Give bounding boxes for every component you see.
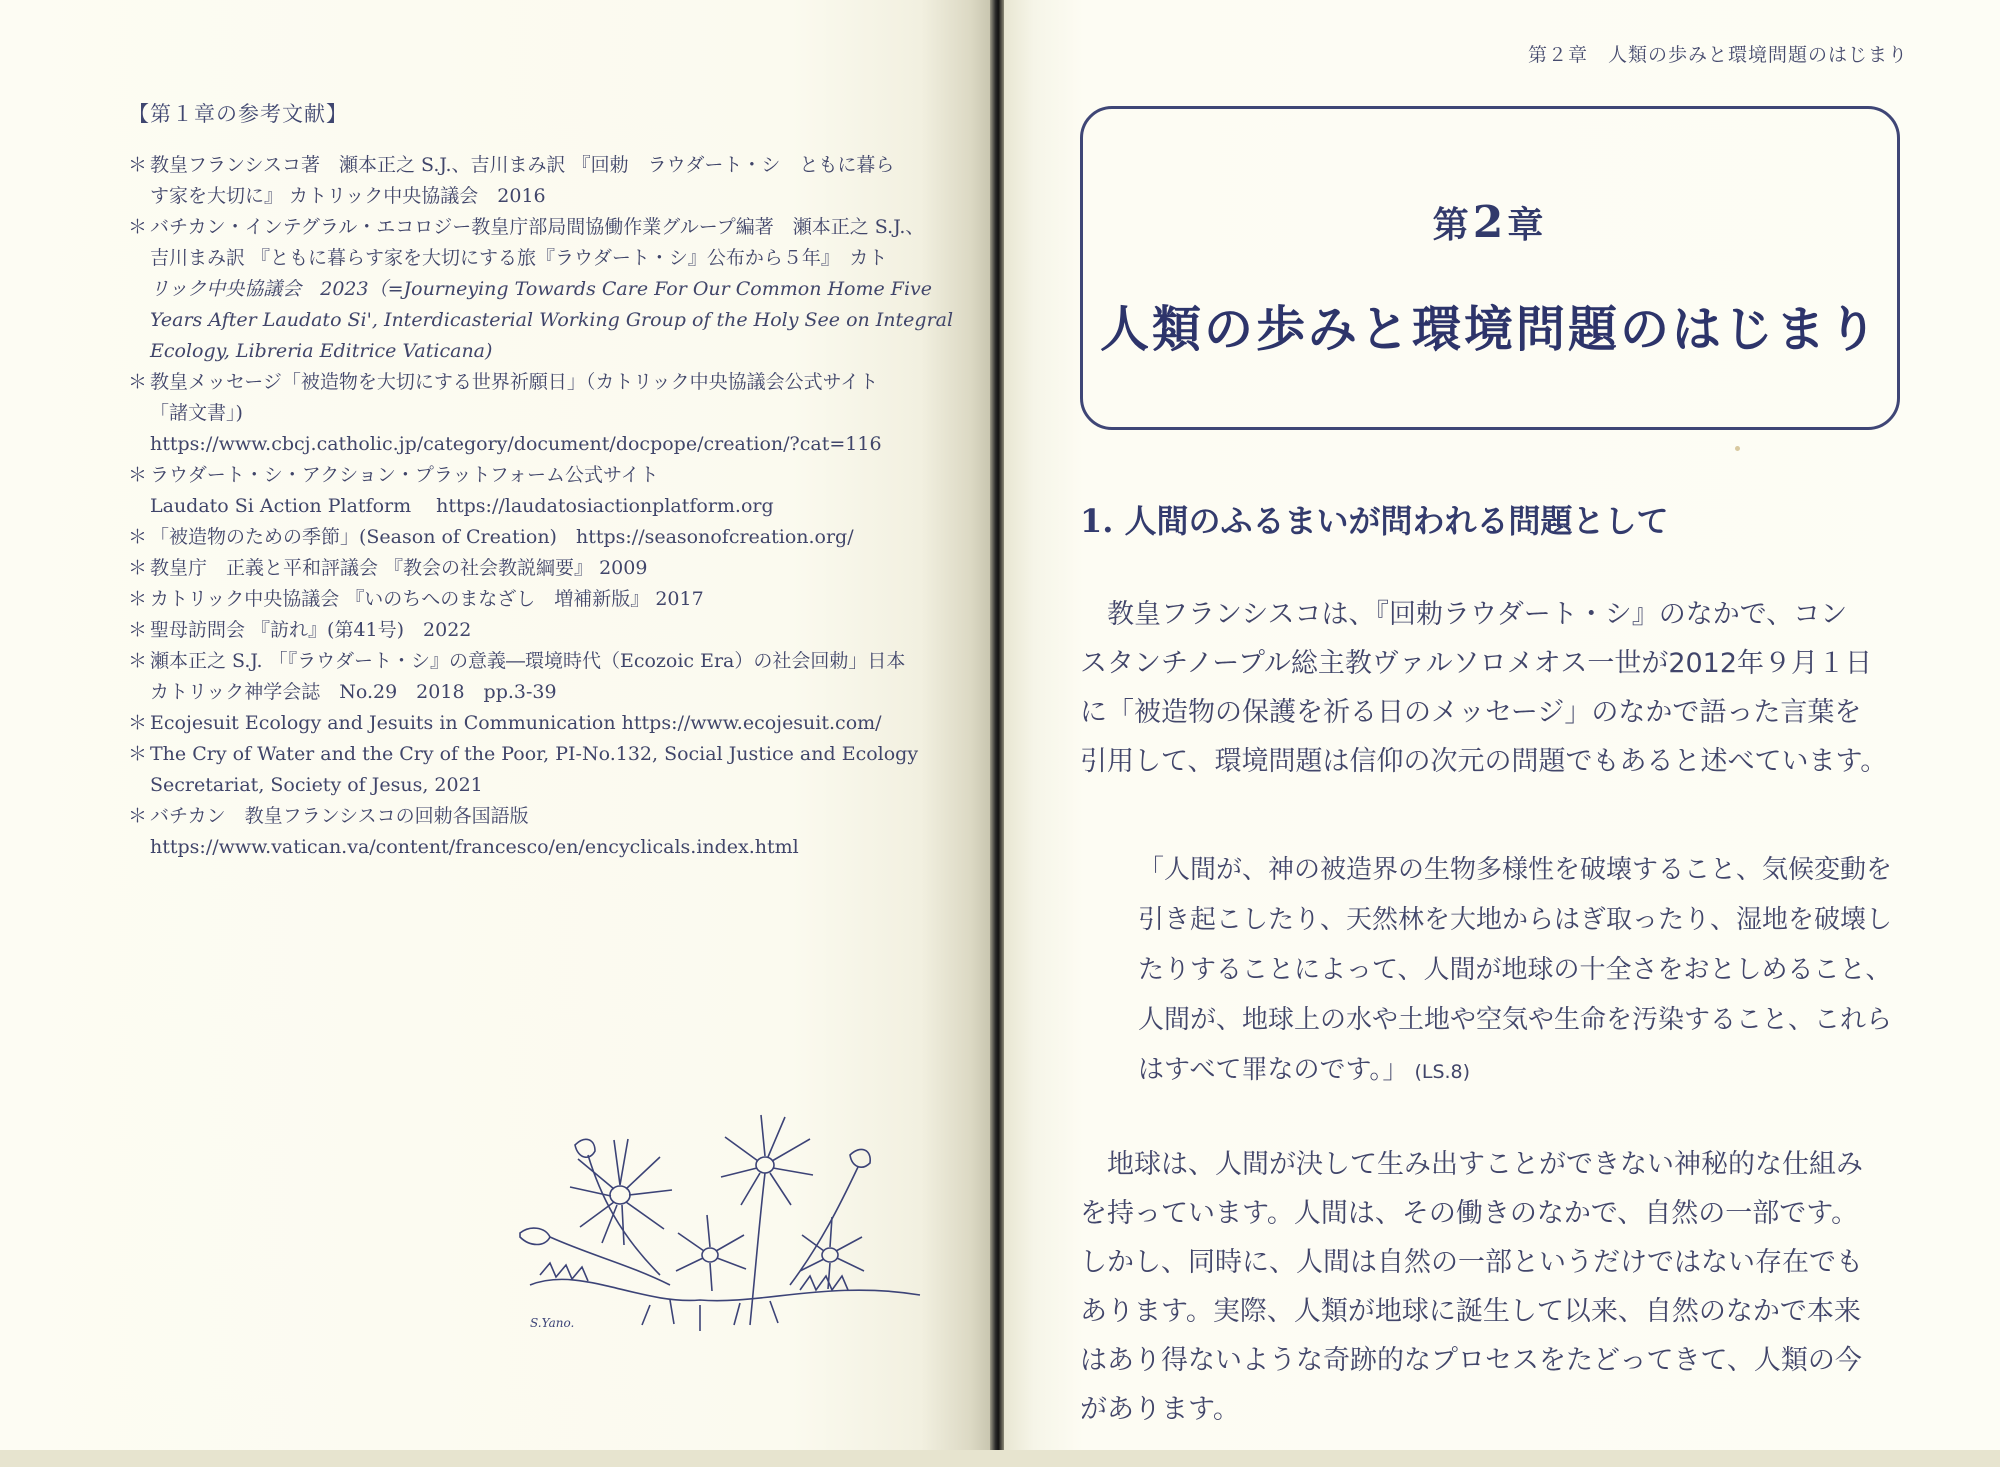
bullet-asterisk: ＊: [128, 557, 148, 579]
reference-item: [128, 739, 968, 801]
references-list: [128, 150, 968, 863]
reference-line: リック中央協議会 2023（=Journeying Towards Care For Our Common Home Five: [150, 278, 933, 300]
bullet-asterisk: ＊: [128, 216, 148, 238]
bullet-asterisk: ＊: [128, 526, 148, 548]
reference-line: 瀬本正之 S.J. 「『ラウダート・シ』の意義―環境時代（Ecozoic Era）の社会回勅」日本: [150, 650, 906, 672]
bullet-asterisk: ＊: [128, 650, 148, 672]
reference-line: ラウダート・シ・アクション・プラットフォーム公式サイト: [150, 464, 659, 486]
reference-line: バチカン 教皇フランシスコの回勅各国語版: [150, 805, 529, 827]
reference-item: [128, 584, 968, 615]
quote-line: たりすることによって、人間が地球の十全さをおとしめること、: [1138, 955, 1892, 985]
reference-line: す家を大切に』 カトリック中央協議会 2016: [150, 185, 546, 207]
chapter-title: 人類の歩みと環境問題のはじまり: [1099, 300, 1880, 358]
paper-speck: [1735, 446, 1740, 451]
reference-item: [128, 646, 968, 708]
body-paragraph-1: [1080, 590, 1940, 786]
bullet-asterisk: ＊: [128, 464, 148, 486]
reference-line: Ecojesuit Ecology and Jesuits in Communication https://www.ecojesuit.com/: [150, 712, 882, 734]
paragraph-line: を持っています。人間は、その働きのなかで、自然の一部です。: [1080, 1198, 1859, 1229]
reference-item: [128, 212, 968, 367]
reference-item: [128, 553, 968, 584]
paragraph-line: スタンチノープル総主教ヴァルソロメオス一世が2012年９月１日: [1080, 648, 1873, 679]
reference-line: カトリック中央協議会 『いのちへのまなざし 増補新版』 2017: [150, 588, 704, 610]
quote-citation: (LS.8): [1408, 1061, 1471, 1083]
bullet-asterisk: ＊: [128, 743, 148, 765]
reference-line: 「被造物のための季節」(Season of Creation) https://seasonofcreation.org/: [150, 526, 854, 548]
paragraph-line: 引用して、環境問題は信仰の次元の問題でもあると述べています。: [1080, 746, 1888, 777]
chapter-number: 2: [1472, 197, 1508, 248]
reference-item: [128, 801, 968, 863]
paragraph-line: しかし、同時に、人間は自然の一部というだけではない存在でも: [1080, 1247, 1863, 1278]
reference-line: Secretariat, Society of Jesus, 2021: [150, 774, 483, 796]
reference-line: https://www.vatican.va/content/francesco/en/encyclicals.index.html: [150, 836, 799, 858]
quote-line: はすべて罪なのです。」 (LS.8): [1138, 1055, 1471, 1085]
reference-item: [128, 150, 968, 212]
quote-line: 人間が、地球上の水や土地や空気や生命を汚染すること、これら: [1138, 1005, 1893, 1035]
reference-line: Ecology, Libreria Editrice Vaticana): [150, 340, 493, 362]
quote-line: 引き起こしたり、天然林を大地からはぎ取ったり、湿地を破壊し: [1138, 905, 1893, 935]
chapter-number-label: [1083, 197, 1897, 248]
quotation-block: [1138, 845, 1938, 1097]
reference-item: [128, 708, 968, 739]
bullet-asterisk: ＊: [128, 619, 148, 641]
reference-line: 聖母訪問会 『訪れ』(第41号) 2022: [150, 619, 472, 641]
reference-line: 教皇庁 正義と平和評議会 『教会の社会教説綱要』 2009: [150, 557, 648, 579]
section-title: 1. 人間のふるまいが問われる問題として: [1080, 502, 1669, 540]
reference-line: The Cry of Water and the Cry of the Poor, PI-No.132, Social Justice and Ecology: [150, 743, 919, 765]
reference-item: [128, 367, 968, 460]
reference-item: [128, 615, 968, 646]
bullet-asterisk: ＊: [128, 588, 148, 610]
paragraph-line: 地球は、人間が決して生み出すことができない神秘的な仕組み: [1080, 1149, 1863, 1180]
bullet-asterisk: ＊: [128, 371, 148, 393]
reference-item: [128, 522, 968, 553]
reference-line: 吉川まみ訳 『ともに暮らす家を大切にする旅『ラウダート・シ』公布から５年』 カト: [150, 247, 888, 269]
book-gutter: [990, 0, 1004, 1467]
running-header: 第２章 人類の歩みと環境問題のはじまり: [1527, 44, 1908, 66]
reference-line: Years After Laudato Si', Interdicasterial Working Group of the Holy See on Integral: [150, 309, 954, 331]
reference-line: https://www.cbcj.catholic.jp/category/document/docpope/creation/?cat=116: [150, 433, 882, 455]
bullet-asterisk: ＊: [128, 805, 148, 827]
reference-line: 教皇フランシスコ著 瀬本正之 S.J.、吉川まみ訳 『回勅 ラウダート・シ ともに暮ら: [150, 154, 895, 176]
body-paragraph-2: [1080, 1140, 1940, 1434]
bullet-asterisk: ＊: [128, 154, 148, 176]
flower-illustration: [500, 1105, 930, 1335]
quote-line: 「人間が、神の被造界の生物多様性を破壊すること、気候変動を: [1138, 855, 1893, 885]
reference-line: バチカン・インテグラル・エコロジー教皇庁部局間協働作業グループ編著 瀬本正之 S.J.、: [150, 216, 925, 238]
page-bottom-edge: [0, 1450, 2000, 1467]
reference-line: Laudato Si Action Platform https://laudatosiactionplatform.org: [150, 495, 774, 517]
paragraph-line: はあり得ないような奇跡的なプロセスをたどってきて、人類の今: [1080, 1345, 1862, 1376]
chapter-suffix: 章: [1507, 204, 1548, 246]
bullet-asterisk: ＊: [128, 712, 148, 734]
chapter-title-box: [1080, 106, 1900, 430]
reference-line: 教皇メッセージ「被造物を大切にする世界祈願日」（カトリック中央協議会公式サイト: [150, 371, 879, 393]
reference-item: [128, 460, 968, 522]
paragraph-line: があります。: [1080, 1394, 1240, 1425]
illustrator-signature: S.Yano.: [530, 1316, 575, 1330]
references-heading: 【第１章の参考文献】: [128, 102, 348, 126]
reference-line: カトリック神学会誌 No.29 2018 pp.3-39: [150, 681, 557, 703]
chapter-prefix: 第: [1432, 204, 1473, 246]
reference-line: 「諸文書」): [150, 402, 243, 424]
paragraph-line: 教皇フランシスコは、『回勅ラウダート・シ』のなかで、コン: [1080, 599, 1848, 630]
paragraph-line: あります。実際、人類が地球に誕生して以来、自然のなかで本来: [1080, 1296, 1861, 1327]
paragraph-line: に「被造物の保護を祈る日のメッセージ」のなかで語った言葉を: [1080, 697, 1862, 728]
